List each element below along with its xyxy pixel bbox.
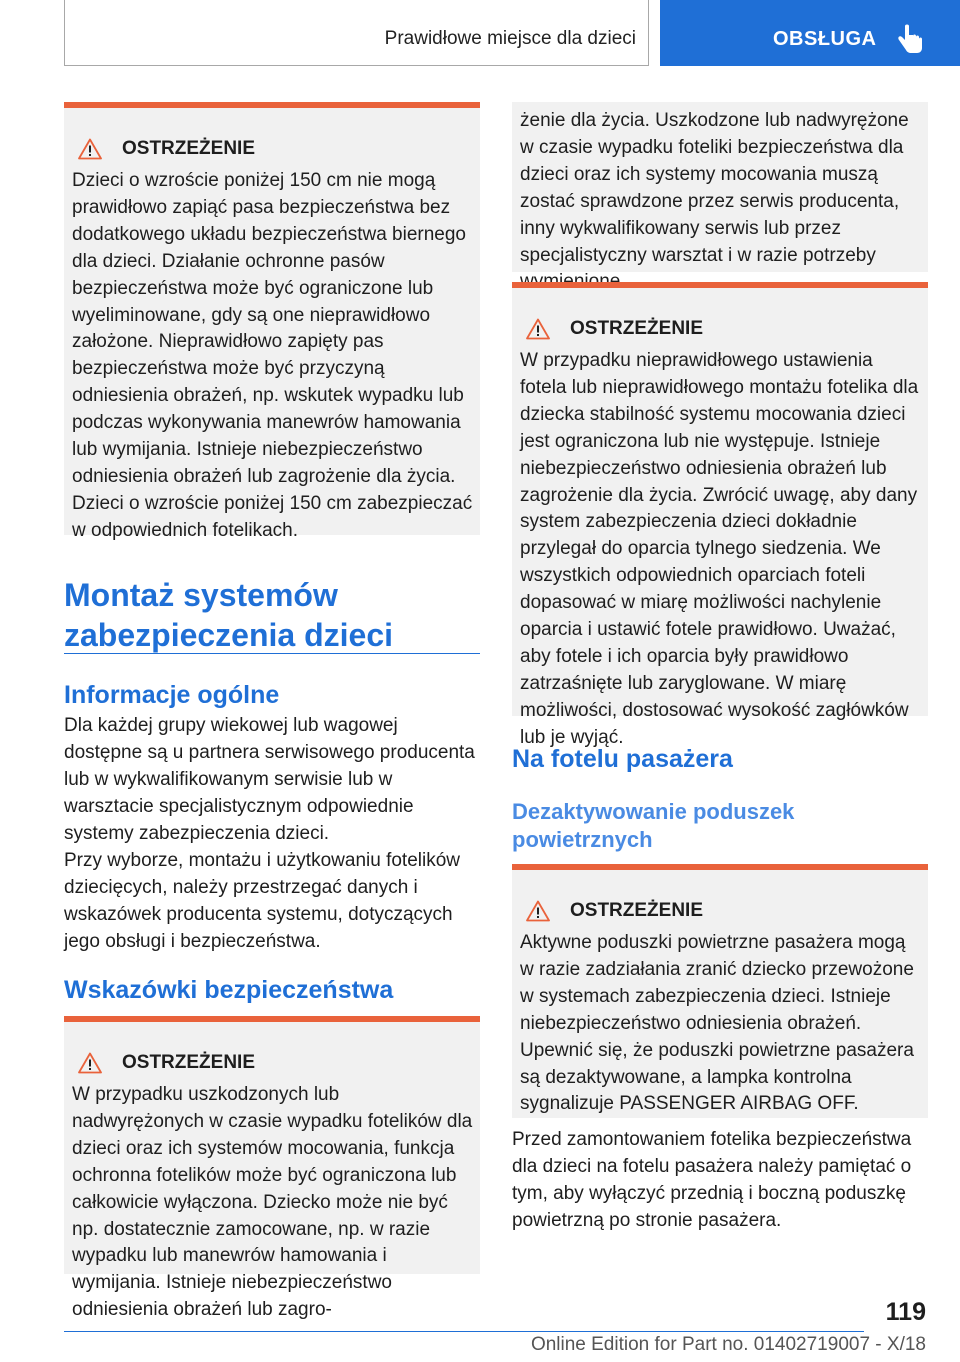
- warning-triangle-icon: [526, 900, 550, 922]
- warning-text: Aktywne poduszki powietrzne pasażera mogą w razie zadziałania zranić dziecko przewożone w systemach zabezpieczenia dzieci. Istnieje niebezpieczeństwo odniesienia obrażeń. Upewnić się, że poduszki powietrzne pasażera są dezaktywowane, a lampka kontrolna sygnalizuje PASSENGER AIRBAG OFF.: [520, 932, 914, 1115]
- warning-triangle-icon: [526, 318, 550, 340]
- edition-footer: Online Edition for Part no. 01402719007 - X/18: [530, 1334, 926, 1355]
- section-heading-child-restraint: Montaż systemów zabezpieczenia dzieci: [64, 577, 394, 653]
- warning-box-damaged-seats: [64, 1016, 480, 1321]
- warning-box-seat-position: [512, 282, 928, 748]
- heading-safety-notes: Wskazówki bezpieczeństwa: [64, 976, 394, 1004]
- warning-text: W przypadku nieprawidłowego ustawienia fotela lub nieprawidłowego montażu fotelika dla dziecka stabilność systemu mocowania dzieci jest ograniczona lub nie występuje. Istnieje niebezpieczeństwo odniesienia obrażeń lub zagrożenie dla życia. Zwrócić uwagę, aby dany system zabezpieczenia dzieci dokładnie przylegał do oparcia tylnego siedzenia. We wszystkich odpowiednich oparciach foteli dopasować w miarę możliwości nachylenie oparcia i ustawić fotele prawidłowo. Uważać, aby fotele i ich oparcia były prawidłowo zatrzaśnięte lub zaryglowane. W miarę możliwości, dostosować wysokość zagłówków lub je wyjąć.: [520, 350, 919, 748]
- heading-passenger-seat: Na fotelu pasażera: [512, 745, 733, 773]
- warning-heading: [76, 1050, 474, 1076]
- warning-title: OSTRZEŻENIE: [122, 138, 256, 159]
- warning-box-airbag: [512, 864, 928, 1118]
- hand-pointing-icon: [896, 24, 924, 54]
- warning-title: OSTRZEŻENIE: [570, 900, 704, 921]
- page-header: [0, 0, 960, 66]
- warning-text-continued: żenie dla życia. Uszkodzone lub nadwyrężone w czasie wypadku foteliki bezpieczeństwa dla dzieci oraz ich systemy mocowania muszą zostać sprawdzone przez serwis producenta, inny wykwalifikowany serwis lub przez specjalistyczny warsztat i w razie potrzeby: [520, 110, 909, 266]
- warning-triangle-icon: [78, 138, 102, 160]
- heading-general-info: Informacje ogólne: [64, 681, 280, 709]
- heading-airbag-deactivation: Dezaktywowanie poduszek powietrznych: [512, 799, 795, 852]
- warning-title: OSTRZEŻENIE: [122, 1052, 256, 1073]
- warning-text: W przypadku uszkodzonych lub nadwyrężonych w czasie wypadku fotelików dla dzieci oraz ich systemów mocowania, funkcja ochronna fotelików może być ograniczona lub całkowicie wyłączona. Dziecko może nie być np. dostatecznie zamocowane, np. w razie wypadku lub manewrów hamowania i wymijania. Istnieje niebezpieczeństwo odniesienia obrażeń lub zagro-: [72, 1084, 473, 1321]
- page-number: 119: [885, 1298, 926, 1326]
- warning-triangle-icon: [78, 1052, 102, 1074]
- paragraph-airbag-before-install: Przed zamontowaniem fotelika bezpieczeństwa dla dzieci na fotelu pasażera należy pamiętać o tym, aby wyłączyć przednią i boczną poduszkę powietrzną po stronie pasażera.: [512, 1129, 912, 1231]
- warning-box-continuation: [512, 102, 928, 272]
- heading-divider: [64, 653, 480, 654]
- section-title: Prawidłowe miejsce dla dzieci: [384, 28, 636, 49]
- warning-heading: [524, 898, 922, 924]
- warning-title: OSTRZEŻENIE: [570, 318, 704, 339]
- footer-divider: [64, 1331, 864, 1332]
- warning-box-child-height: [64, 102, 480, 541]
- chapter-tab[interactable]: [660, 0, 960, 66]
- chapter-tab-label: OBSŁUGA: [773, 28, 877, 50]
- warning-heading: [524, 316, 922, 342]
- header-section-box: [64, 0, 649, 66]
- paragraph-manufacturer-notes: Przy wyborze, montażu i użytkowaniu fotelików dziecięcych, należy przestrzegać danych i wskazówek producenta systemu, dotyczących jego obsługi i bezpieczeństwa.: [64, 850, 460, 952]
- warning-text: Dzieci o wzroście poniżej 150 cm nie mogą prawidłowo zapiąć pasa bezpieczeństwa bez dodatkowego układu bezpieczeństwa biernego dla dzieci. Działanie ochronne pasów bezpieczeństwa może być ograniczone lub wyeliminowane, gdy są one nieprawidłowo założone. Nieprawidłowo zapięty pas bezpieczeństwa może być przyczyną odniesienia obrażeń, np. wskutek wypadku lub podczas wykonywania manewrów hamowania lub wymijania. Istnieje niebezpieczeństwo odniesienia obrażeń lub zagrożenie dla życia. Dzieci o wzroście poniżej 150 cm zabezpieczać w odpowiednich fotelikach.: [72, 170, 473, 541]
- paragraph-availability: Dla każdej grupy wiekowej lub wagowej dostępne są u partnera serwisowego producenta lub w wykwalifikowanym serwisie lub w warsztacie specjalistycznym odpowiednie systemy zabezpieczenia dzieci.: [64, 715, 475, 844]
- warning-heading: [76, 136, 474, 162]
